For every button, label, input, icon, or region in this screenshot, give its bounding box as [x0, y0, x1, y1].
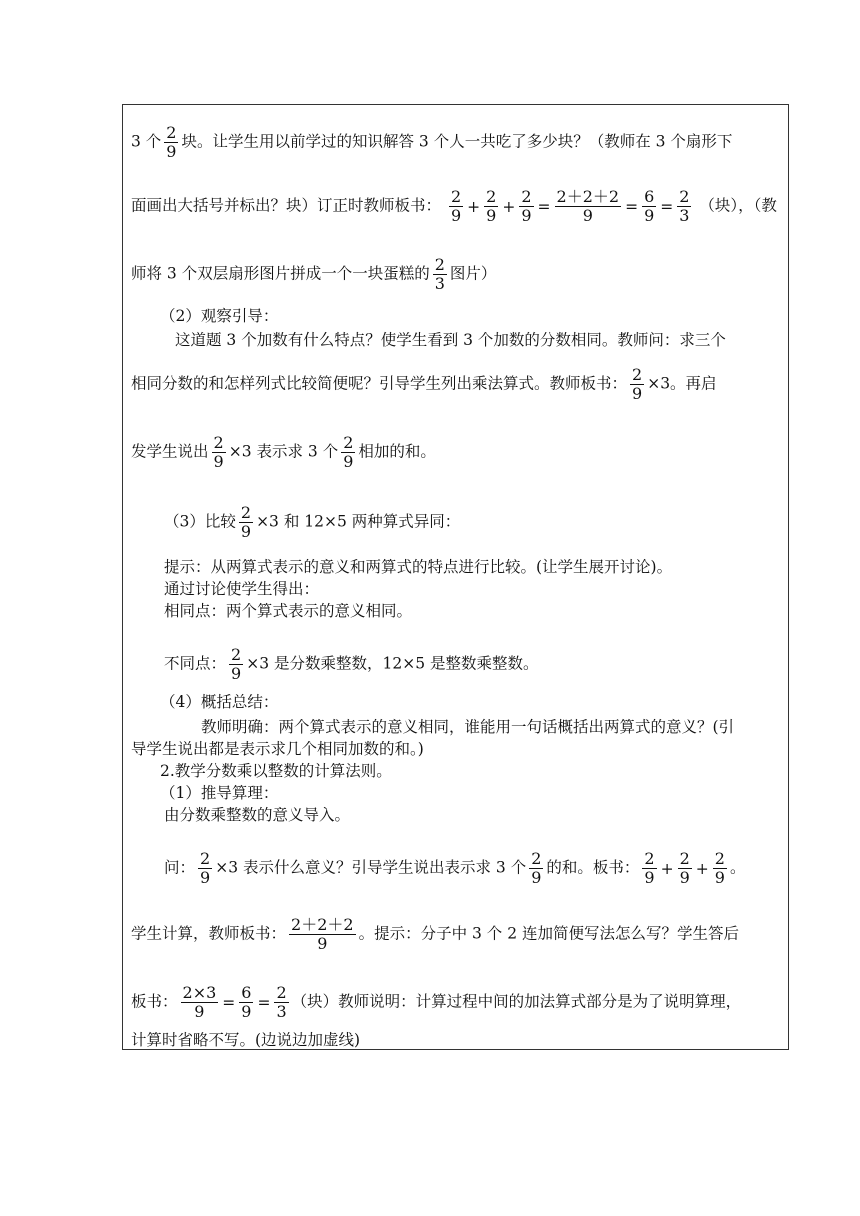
- text: 板书：: [131, 992, 178, 1011]
- denominator: 9: [200, 868, 211, 887]
- denominator: 9: [714, 868, 725, 887]
- text-line: [131, 916, 739, 953]
- numerator: 2＋2＋2: [291, 915, 354, 934]
- text-line: [164, 850, 745, 887]
- numerator: 2: [213, 433, 224, 452]
- text-line: [131, 366, 717, 403]
- plus-sign: +: [660, 859, 674, 878]
- numerator: 2: [521, 187, 532, 206]
- plus-sign: +: [467, 197, 481, 216]
- text-line: 相同点：两个算式表示的意义相同。: [164, 602, 413, 620]
- text: 学生计算，教师板书：: [131, 924, 287, 943]
- fraction: [239, 984, 253, 1021]
- denominator: 9: [486, 206, 497, 225]
- denominator: 9: [317, 934, 328, 953]
- text: 师将 3 个双层扇形图片拼成一个一块蛋糕的: [131, 264, 430, 283]
- denominator: 9: [194, 1002, 205, 1021]
- text: （块）教师说明：计算过程中间的加法算式部分是为了说明算理，: [291, 992, 742, 1011]
- text: 块。让学生用以前学过的知识解答 3 个人一共吃了多少块？（教师在 3 个扇形下: [181, 132, 733, 151]
- denominator: 9: [450, 206, 462, 225]
- fraction: [519, 188, 533, 225]
- numerator: 2: [531, 849, 542, 868]
- numerator: 2: [644, 849, 655, 868]
- denominator: 9: [679, 868, 690, 887]
- fraction: [678, 850, 692, 887]
- denominator: 9: [343, 452, 354, 471]
- numerator: 2: [486, 187, 497, 206]
- numerator: 2＋2＋2: [556, 187, 620, 206]
- text-line: [131, 256, 496, 293]
- heading: （2）观察引导：: [160, 307, 279, 325]
- text: ×3 表示求 3 个: [228, 442, 339, 461]
- text-line: 由分数乘整数的意义导入。: [164, 806, 351, 824]
- text: 问：: [164, 858, 196, 877]
- fraction: [449, 188, 463, 225]
- text-line: 通过讨论使学生得出：: [164, 580, 320, 598]
- text: 面画出大括号并标出？块）订正时教师板书：: [131, 196, 442, 215]
- denominator: 9: [644, 868, 655, 887]
- text-line: 导学生说出都是表示求几个相同加数的和。): [131, 740, 424, 758]
- fraction: [642, 850, 656, 887]
- text: 的和。板书：: [546, 858, 640, 877]
- denominator: 9: [582, 206, 593, 225]
- text: 相加的和。: [358, 442, 436, 461]
- denominator: 9: [166, 142, 177, 161]
- numerator: 2: [679, 187, 690, 206]
- equals-sign: =: [625, 197, 639, 216]
- text-line: [131, 188, 777, 225]
- fraction: [212, 434, 226, 471]
- denominator: 9: [231, 664, 242, 683]
- denominator: 3: [679, 206, 690, 225]
- text: （块），（教: [699, 196, 777, 215]
- denominator: 9: [521, 206, 532, 225]
- denominator: 9: [644, 206, 655, 225]
- denominator: 9: [213, 452, 224, 471]
- text-line: [131, 124, 732, 161]
- numerator: 2: [450, 187, 462, 206]
- text: 不同点：: [164, 654, 227, 673]
- text-line: 教师明确：两个算式表示的意义相同，谁能用一句话概括出两算式的意义？(引: [201, 718, 735, 736]
- text: 相同分数的和怎样列式比较简便呢？引导学生列出乘法算式。教师板书：: [131, 374, 628, 393]
- denominator: 9: [241, 1002, 252, 1021]
- heading: [164, 504, 460, 541]
- fraction: [433, 256, 447, 293]
- equals-sign: =: [222, 993, 236, 1012]
- text-line: 计算时省略不写。(边说边加虚线): [131, 1031, 361, 1049]
- fraction: [630, 366, 644, 403]
- content-box: [122, 104, 789, 1050]
- fraction: [229, 646, 243, 683]
- numerator: 2: [200, 849, 211, 868]
- numerator: 6: [241, 983, 252, 1002]
- text-line: 提示：从两算式表示的意义和两算式的特点进行比较。(让学生展开讨论)。: [164, 558, 673, 576]
- text: ×3。再启: [647, 374, 717, 393]
- numerator: 2: [343, 433, 354, 452]
- equals-sign: =: [660, 197, 674, 216]
- plus-sign: +: [695, 859, 709, 878]
- text: ×3 是分数乘整数，12×5 是整数乘整数。: [246, 654, 539, 673]
- numerator: 2: [714, 849, 725, 868]
- text: 。提示：分子中 3 个 2 连加简便写法怎么写？学生答后: [358, 924, 739, 943]
- fraction: [341, 434, 355, 471]
- numerator: 2: [240, 503, 252, 522]
- fraction: [181, 984, 219, 1021]
- text-line: 这道题 3 个加数有什么特点？使学生看到 3 个加数的分数相同。教师问：求三个: [175, 331, 726, 349]
- text: ×3 和 12×5 两种算式异同：: [256, 512, 461, 531]
- numerator: 2: [166, 123, 177, 142]
- text: ×3 表示什么意义？引导学生说出表示求 3 个: [215, 858, 527, 877]
- fraction: [274, 984, 288, 1021]
- denominator: 3: [434, 274, 445, 293]
- denominator: 9: [531, 868, 542, 887]
- text: 发学生说出: [131, 442, 209, 461]
- heading: 2.教学分数乘以整数的计算法则。: [160, 762, 392, 780]
- fraction: [289, 916, 356, 953]
- denominator: 9: [240, 522, 252, 541]
- plus-sign: +: [502, 197, 516, 216]
- fraction: [713, 850, 727, 887]
- text-line: [131, 434, 436, 471]
- text: 图片）: [449, 264, 497, 283]
- numerator: 2: [434, 255, 445, 274]
- text: 。: [729, 858, 746, 877]
- text-line: [164, 646, 538, 683]
- equals-sign: =: [257, 993, 271, 1012]
- fraction: [529, 850, 543, 887]
- numerator: 2: [679, 849, 690, 868]
- numerator: 2: [276, 983, 287, 1002]
- heading: （1）推导算理：: [160, 784, 279, 802]
- heading: （4）概括总结：: [160, 693, 279, 711]
- fraction: [198, 850, 212, 887]
- fraction: [484, 188, 498, 225]
- numerator: 2: [632, 365, 643, 384]
- fraction: [239, 504, 253, 541]
- text-line: [131, 984, 741, 1021]
- equals-sign: =: [537, 197, 551, 216]
- numerator: 2: [231, 645, 242, 664]
- fraction: [164, 124, 178, 161]
- numerator: 6: [644, 187, 655, 206]
- fraction: [677, 188, 691, 225]
- fraction: [642, 188, 656, 225]
- fraction: [555, 188, 622, 225]
- denominator: 9: [632, 384, 643, 403]
- text: 3 个: [131, 132, 162, 151]
- denominator: 3: [276, 1002, 287, 1021]
- numerator: 2×3: [182, 983, 217, 1002]
- text: （3）比较: [164, 512, 236, 531]
